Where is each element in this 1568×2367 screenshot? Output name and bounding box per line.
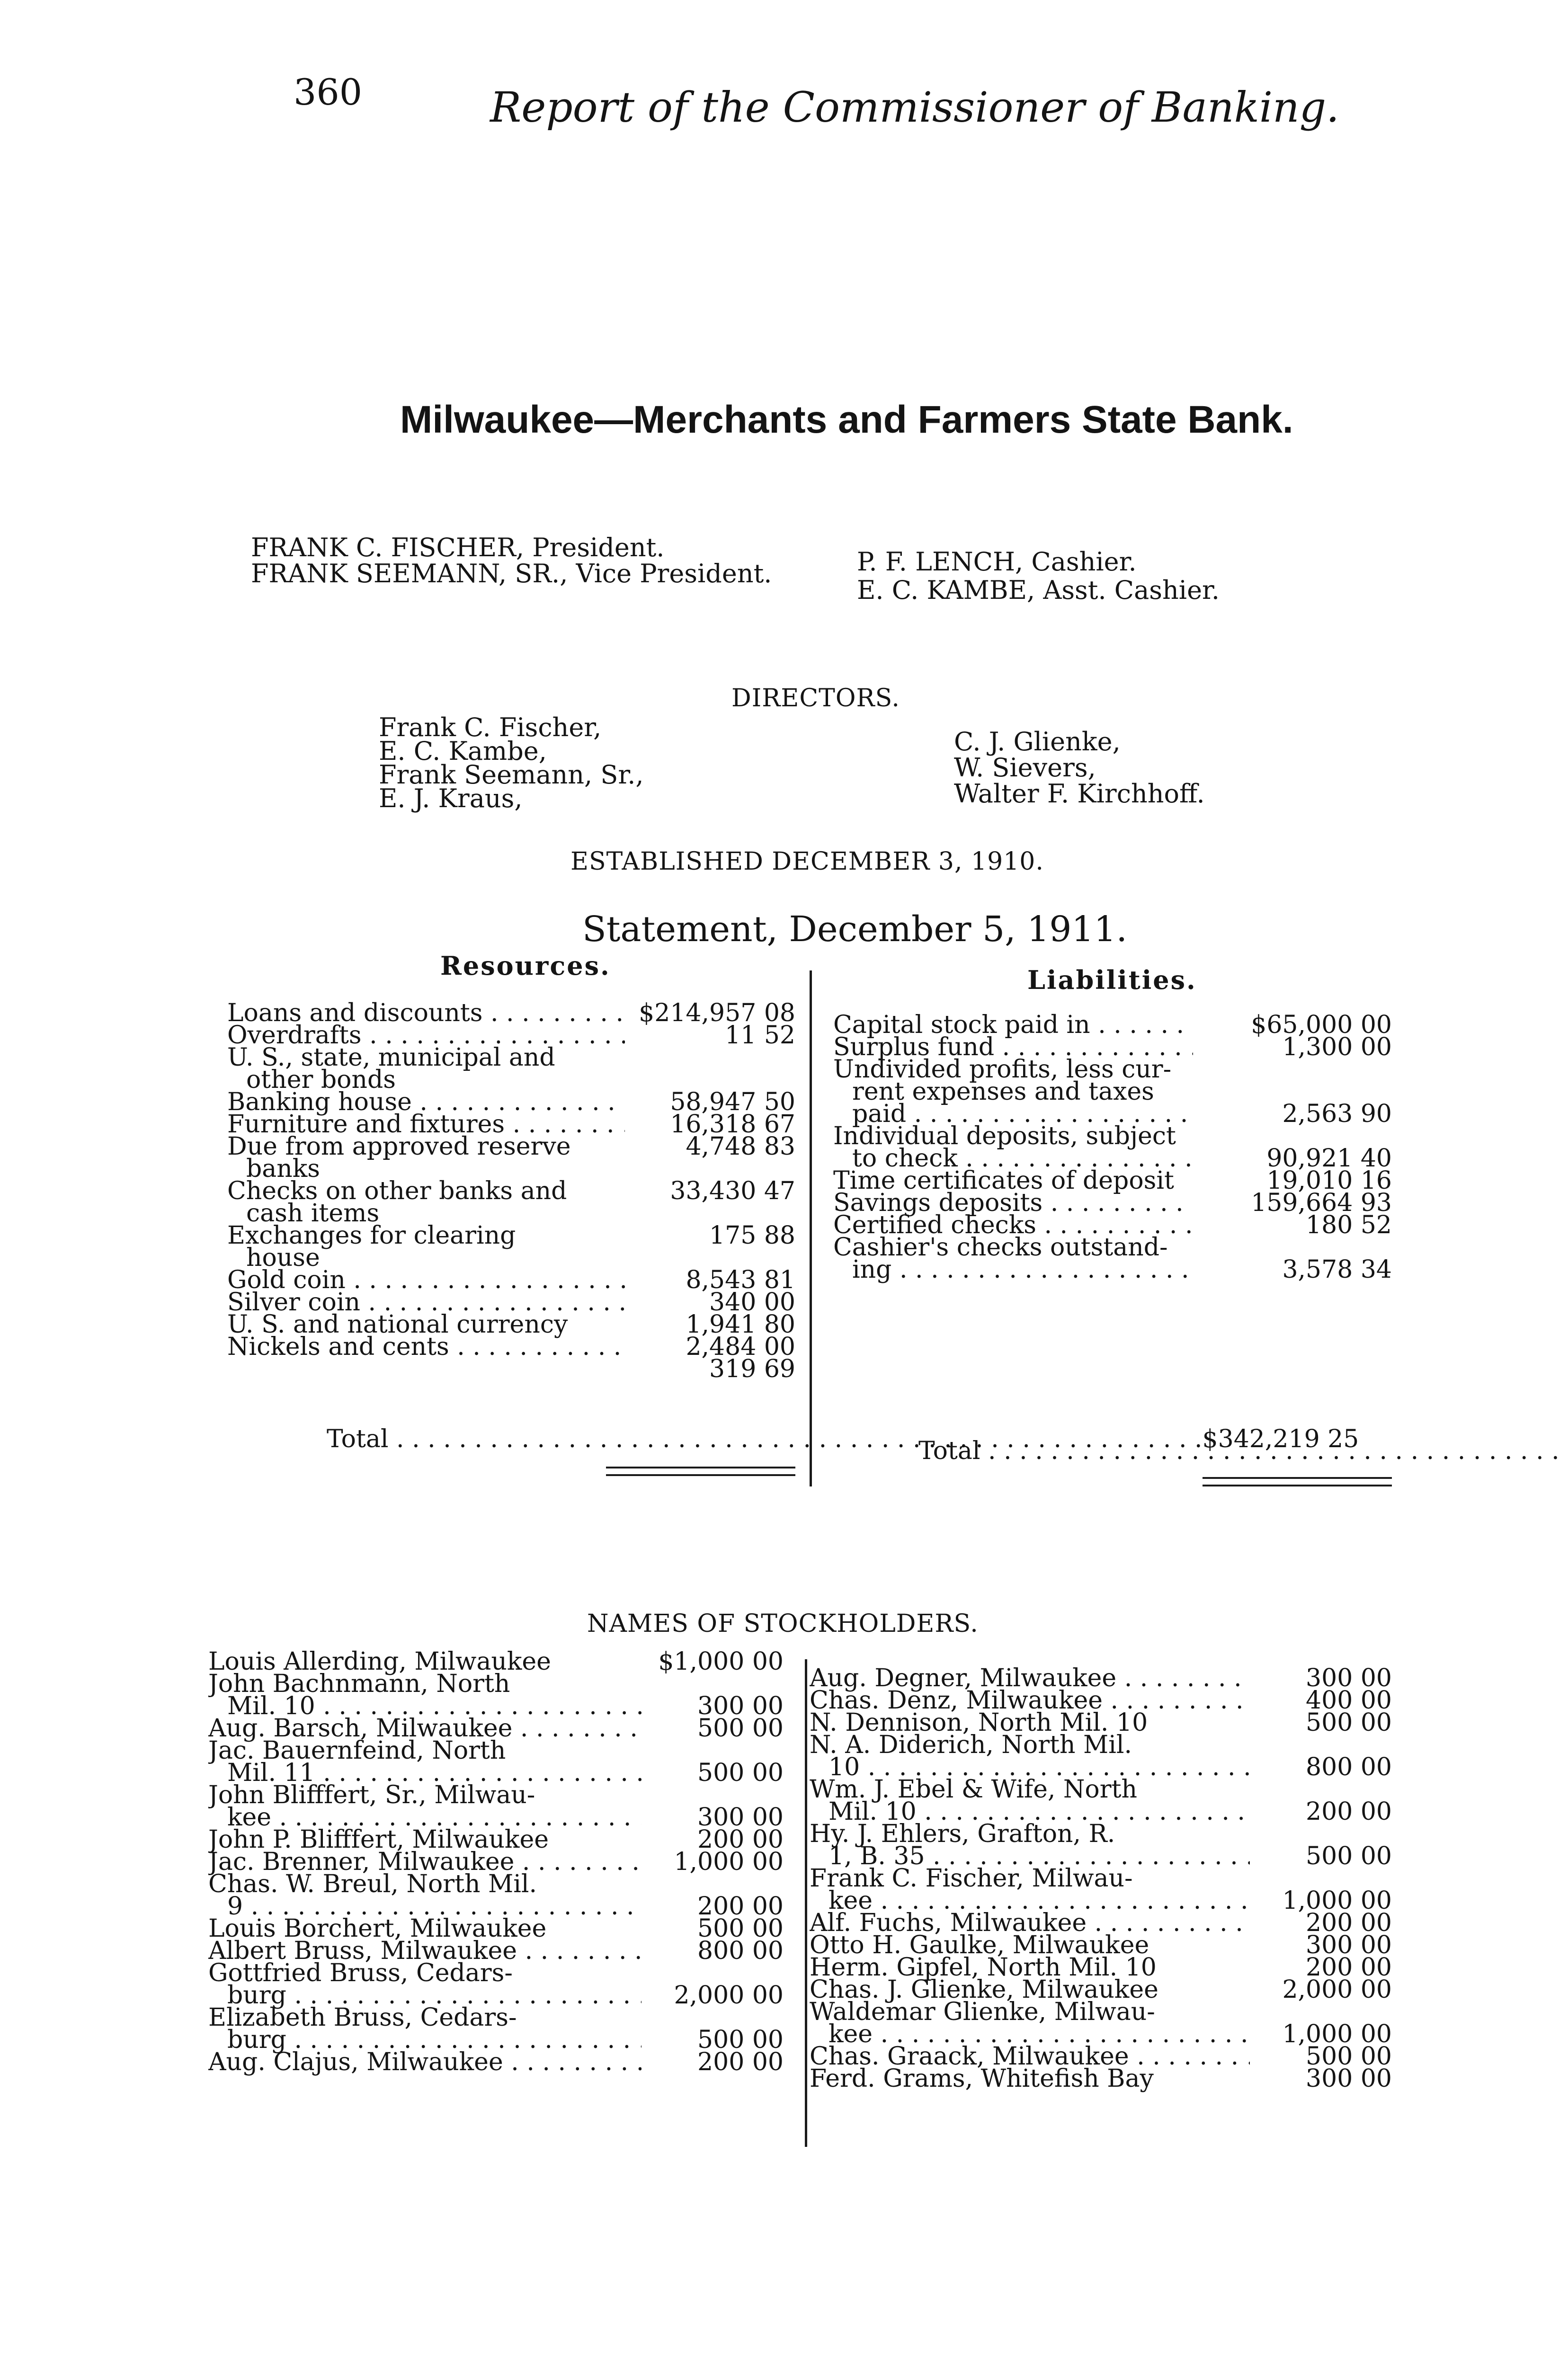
stockholder-row-amount: 300 00 (697, 1692, 784, 1720)
resource-row-amount: 319 69 (709, 1355, 795, 1383)
resource-row-label: Nickels and cents . . . (227, 1333, 625, 1361)
stockholder-row-amount: 200 00 (697, 2048, 784, 2076)
resources-heading: Resources. (440, 951, 611, 981)
liability-row-amount: 2,563 90 (1282, 1100, 1392, 1128)
stockholder-row-amount: 1,000 00 (674, 1848, 784, 1876)
stockholder-row-label: N. A. Diderich, North Mil. (810, 1731, 1132, 1759)
stockholder-row-amount: 500 00 (697, 1714, 784, 1743)
stockholder-row-amount: 500 00 (697, 1914, 784, 1943)
stockholder-row-label: Waldemar Glienke, Milwau- (810, 1998, 1155, 2026)
director-name: Frank Seemann, Sr., (379, 760, 644, 790)
bank-title: Milwaukee—Merchants and Farmers State Bank. (400, 398, 1293, 441)
stockholder-row-label: Herm. Gipfel, North Mil. 10 (810, 1953, 1157, 1982)
stockholder-row-label: kee . . . (208, 1803, 641, 1832)
officer-vice-president: FRANK SEEMANN, SR., Vice President. (251, 559, 772, 588)
stockholder-row-label: Chas. Denz, Milwaukee . . . (810, 1686, 1250, 1715)
resource-row (227, 1288, 795, 1317)
officer-cashier: P. F. LENCH, Cashier. (857, 547, 1137, 577)
stockholder-row-label: 10 . . . (810, 1753, 1250, 1781)
stockholder-row-amount: 200 00 (697, 1892, 784, 1921)
stockholder-row-amount: 300 00 (1306, 2064, 1392, 2093)
liability-row-label: paid . . . (833, 1100, 1193, 1128)
liability-row (833, 1189, 1392, 1217)
resource-row-amount: 175 88 (709, 1221, 795, 1250)
resource-row (227, 1177, 795, 1205)
directors-heading: DIRECTORS. (731, 684, 900, 712)
stockholder-row (810, 1709, 1392, 1737)
stockholder-row (810, 1953, 1392, 1982)
liability-row-label: Certified checks . . . (833, 1211, 1193, 1239)
stockholder-row-label: Otto H. Gaulke, Milwaukee (810, 1931, 1149, 1959)
stockholder-row (810, 1753, 1392, 1781)
stockholder-row-label: John P. Blifffert, Milwaukee (208, 1825, 549, 1854)
liability-row-amount: 1,300 00 (1282, 1033, 1392, 1061)
stockholder-row-amount: 200 00 (1306, 1909, 1392, 1937)
stockholder-row-amount: 200 00 (1306, 1797, 1392, 1826)
stockholder-row-label: Elizabeth Bruss, Cedars- (208, 2003, 517, 2032)
resource-row-amount: $214,957 08 (639, 999, 795, 1027)
stockholder-row-amount: 800 00 (1306, 1753, 1392, 1781)
liability-row-amount: 159,664 93 (1251, 1189, 1392, 1217)
stockholder-row-label: Louis Allerding, Milwaukee (208, 1647, 551, 1676)
resource-row-label: Furniture and fixtures . . . (227, 1110, 625, 1139)
resource-row-amount: 8,543 81 (686, 1266, 795, 1294)
liability-row-amount: $65,000 00 (1251, 1011, 1392, 1039)
stockholder-row-label: Louis Borchert, Milwaukee (208, 1914, 547, 1943)
liability-row (833, 1077, 1392, 1106)
stockholder-row-label: 1, B. 35 . . . (810, 1842, 1250, 1870)
resource-row-label: Overdrafts . . . (227, 1021, 625, 1050)
total-rule (1203, 1485, 1392, 1486)
resource-row-label: Checks on other banks and (227, 1177, 567, 1205)
stockholder-row-label: Gottfried Bruss, Cedars- (208, 1959, 513, 1987)
stockholder-row (208, 1981, 784, 2010)
stockholder-row-label: burg . . . (208, 2026, 641, 2054)
resource-row-amount: 16,318 67 (670, 1110, 795, 1139)
stockholder-row-amount: 500 00 (1306, 1842, 1392, 1870)
stockholder-row-label: Aug. Clajus, Milwaukee . . . (208, 2048, 641, 2076)
director-name: W. Sievers, (954, 753, 1096, 783)
resources-total-row (327, 1425, 1359, 1453)
resource-row (227, 999, 795, 1027)
director-name: Walter F. Kirchhoff. (954, 779, 1205, 809)
stockholder-row-amount: 300 00 (1306, 1931, 1392, 1959)
stockholder-row (208, 1892, 784, 1921)
stockholder-row (208, 1759, 784, 1787)
stockholder-row-label: Jac. Bauernfeind, North (208, 1736, 506, 1765)
stockholder-row (208, 1914, 784, 1943)
stockholder-row-label: Chas. J. Glienke, Milwaukee (810, 1975, 1158, 2004)
resource-row-label: Loans and discounts . . . (227, 999, 625, 1027)
resource-row-label: cash items (246, 1199, 380, 1228)
stockholder-row-label: Mil. 10 . . . (208, 1692, 641, 1720)
liability-row-label: Cashier's checks outstand- (833, 1233, 1168, 1262)
liability-row-label: Time certificates of deposit (833, 1166, 1174, 1195)
stockholder-row (810, 1664, 1392, 1692)
stockholder-row-label: Chas. W. Breul, North Mil. (208, 1870, 537, 1898)
stockholder-row (208, 1803, 784, 1832)
liability-row-amount: 3,578 34 (1282, 1255, 1392, 1284)
column-divider (805, 1659, 807, 2147)
stockholder-row (810, 1886, 1392, 1915)
stockholder-row-amount: 300 00 (1306, 1664, 1392, 1692)
stockholder-row (810, 1686, 1392, 1715)
stockholder-row-amount: 200 00 (697, 1825, 784, 1854)
stockholder-row-label: Wm. J. Ebel & Wife, North (810, 1775, 1137, 1804)
stockholder-row (810, 1931, 1392, 1959)
resource-row-amount: 58,947 50 (670, 1088, 795, 1116)
liabilities-total-row (918, 1437, 1392, 1465)
resource-row (227, 1266, 795, 1294)
stockholder-row (208, 1714, 784, 1743)
resource-row-label: Banking house . . . (227, 1088, 625, 1116)
stockholder-row-label: Frank C. Fischer, Milwau- (810, 1864, 1133, 1893)
liability-row-amount: 180 52 (1306, 1211, 1392, 1239)
director-name: Frank C. Fischer, (379, 712, 602, 742)
resource-row (227, 1110, 795, 1139)
total-rule (606, 1474, 795, 1476)
total-label: Total . . . (327, 1425, 1203, 1453)
resource-row-amount: 340 00 (709, 1288, 795, 1317)
stockholder-row-label: Hy. J. Ehlers, Grafton, R. (810, 1820, 1115, 1848)
page-number: 360 (294, 71, 363, 113)
stockholder-row-amount: 1,000 00 (1282, 1886, 1392, 1915)
resource-row-label: other bonds (246, 1066, 396, 1094)
stockholder-row (208, 2026, 784, 2054)
officer-president: FRANK C. FISCHER, President. (251, 533, 665, 562)
stockholder-row (810, 1909, 1392, 1937)
stockholder-row (810, 1975, 1392, 2004)
liability-row (833, 1011, 1392, 1039)
stockholder-row-amount: 500 00 (1306, 2042, 1392, 2071)
stockholder-row-label: John Bachnmann, North (208, 1670, 510, 1698)
total-rule (1203, 1477, 1392, 1479)
stockholder-row (810, 1842, 1392, 1870)
resource-row-amount: 11 52 (725, 1021, 795, 1050)
stockholder-row-label: Aug. Degner, Milwaukee . . . (810, 1664, 1250, 1692)
total-rule (606, 1467, 795, 1468)
stockholder-row-label: N. Dennison, North Mil. 10 (810, 1709, 1148, 1737)
stockholder-row-label: kee . . . (810, 1886, 1250, 1915)
statement-title: Statement, December 5, 1911. (582, 909, 1128, 950)
stockholder-row-label: kee . . . (810, 2020, 1250, 2048)
liability-row (833, 1033, 1392, 1061)
liability-row (833, 1255, 1392, 1284)
stockholder-row-label: Mil. 10 . . . (810, 1797, 1250, 1826)
stockholder-row-label: 9 . . . (208, 1892, 641, 1921)
liability-row-label: Individual deposits, subject (833, 1122, 1176, 1150)
liability-row-label: rent expenses and taxes (852, 1077, 1154, 1106)
liabilities-heading: Liabilities. (1027, 965, 1197, 995)
total-label: Total . . . (918, 1437, 1568, 1465)
resource-row (227, 1132, 795, 1161)
stockholder-row-amount: 1,000 00 (1282, 2020, 1392, 2048)
stockholder-row (208, 2048, 784, 2076)
resource-row-amount: 2,484 00 (686, 1333, 795, 1361)
stockholder-row (810, 2064, 1392, 2093)
total-amount: $342,219 25 (1202, 1425, 1359, 1453)
resource-row-amount: 33,430 47 (670, 1177, 795, 1205)
stockholder-row-label: Albert Bruss, Milwaukee . . . (208, 1937, 641, 1965)
stockholders-heading: NAMES OF STOCKHOLDERS. (587, 1610, 979, 1638)
stockholder-row (810, 2020, 1392, 2048)
resource-row-amount: 1,941 80 (686, 1310, 795, 1339)
stockholder-row (208, 1692, 784, 1720)
stockholder-row-label: burg . . . (208, 1981, 641, 2010)
resource-row-label: U. S., state, municipal and (227, 1043, 555, 1072)
stockholder-row-label: Ferd. Grams, Whitefish Bay (810, 2064, 1154, 2093)
stockholder-row-amount: $1,000 00 (658, 1647, 784, 1676)
resource-row-amount: 4,748 83 (686, 1132, 795, 1161)
resources-table (227, 999, 795, 1383)
director-name: E. J. Kraus, (379, 783, 523, 813)
resource-row-label: Silver coin . . . (227, 1288, 625, 1317)
stockholder-row-label: Alf. Fuchs, Milwaukee . . . (810, 1909, 1250, 1937)
stockholder-row-label: Mil. 11 . . . (208, 1759, 641, 1787)
resource-row (227, 1066, 795, 1094)
resource-row-label: Gold coin . . . (227, 1266, 625, 1294)
stockholder-row-amount: 400 00 (1306, 1686, 1392, 1715)
stockholder-row-amount: 500 00 (697, 1759, 784, 1787)
stockholder-row-label: John Blifffert, Sr., Milwau- (208, 1781, 535, 1809)
liabilities-table (833, 1011, 1392, 1284)
officer-asst-cashier: E. C. KAMBE, Asst. Cashier. (857, 575, 1220, 605)
resource-row-label: U. S. and national currency (227, 1310, 568, 1339)
resource-row-label: house (246, 1244, 320, 1272)
stockholder-row-amount: 500 00 (1306, 1709, 1392, 1737)
resource-row-label: Due from approved reserve (227, 1132, 571, 1161)
resource-row-label: banks (246, 1155, 320, 1183)
liability-row (833, 1100, 1392, 1128)
stockholder-row-amount: 200 00 (1306, 1953, 1392, 1982)
resource-row (227, 1088, 795, 1116)
liability-row (833, 1144, 1392, 1173)
running-title: Report of the Commissioner of Banking. (490, 83, 1340, 132)
stockholder-row (810, 2042, 1392, 2071)
stockholder-row-amount: 300 00 (697, 1803, 784, 1832)
stockholder-row-amount: 500 00 (697, 2026, 784, 2054)
director-name: C. J. Glienke, (954, 727, 1121, 756)
stockholder-row (208, 1825, 784, 1854)
resource-row (227, 1221, 795, 1250)
liability-row-label: Undivided profits, less cur- (833, 1055, 1172, 1084)
liability-row-label: Surplus fund . . . (833, 1033, 1193, 1061)
liability-row-label: ing . . . (833, 1255, 1193, 1284)
stockholder-row-amount: 2,000 00 (674, 1981, 784, 2010)
stockholder-row-label: Chas. Graack, Milwaukee . . . (810, 2042, 1250, 2071)
liability-row-label: Capital stock paid in . . . (833, 1011, 1193, 1039)
stockholders-left-list (208, 1647, 784, 2076)
liability-row-amount: 19,010 16 (1266, 1166, 1392, 1195)
liability-row (833, 1166, 1392, 1195)
stockholder-row-amount: 2,000 00 (1282, 1975, 1392, 2004)
resource-row (227, 1310, 795, 1339)
liability-row-label: Savings deposits . . . (833, 1189, 1193, 1217)
stockholder-row (208, 1848, 784, 1876)
liability-row-amount: 90,921 40 (1266, 1144, 1392, 1173)
stockholder-row (208, 1647, 784, 1676)
stockholder-row (208, 1937, 784, 1965)
stockholder-row-label: Jac. Brenner, Milwaukee . . . (208, 1848, 641, 1876)
established-date: ESTABLISHED DECEMBER 3, 1910. (570, 847, 1044, 876)
resource-row (227, 1333, 795, 1361)
liability-row-label: to check . . . (833, 1144, 1193, 1173)
stockholder-row-amount: 800 00 (697, 1937, 784, 1965)
stockholder-row (810, 1797, 1392, 1826)
liability-row (833, 1211, 1392, 1239)
column-divider (810, 970, 812, 1486)
director-name: E. C. Kambe, (379, 736, 547, 766)
resource-row (227, 1021, 795, 1050)
stockholders-right-list (810, 1664, 1392, 2093)
resource-row-label: Exchanges for clearing (227, 1221, 516, 1250)
stockholder-row-label: Aug. Barsch, Milwaukee . . . (208, 1714, 641, 1743)
